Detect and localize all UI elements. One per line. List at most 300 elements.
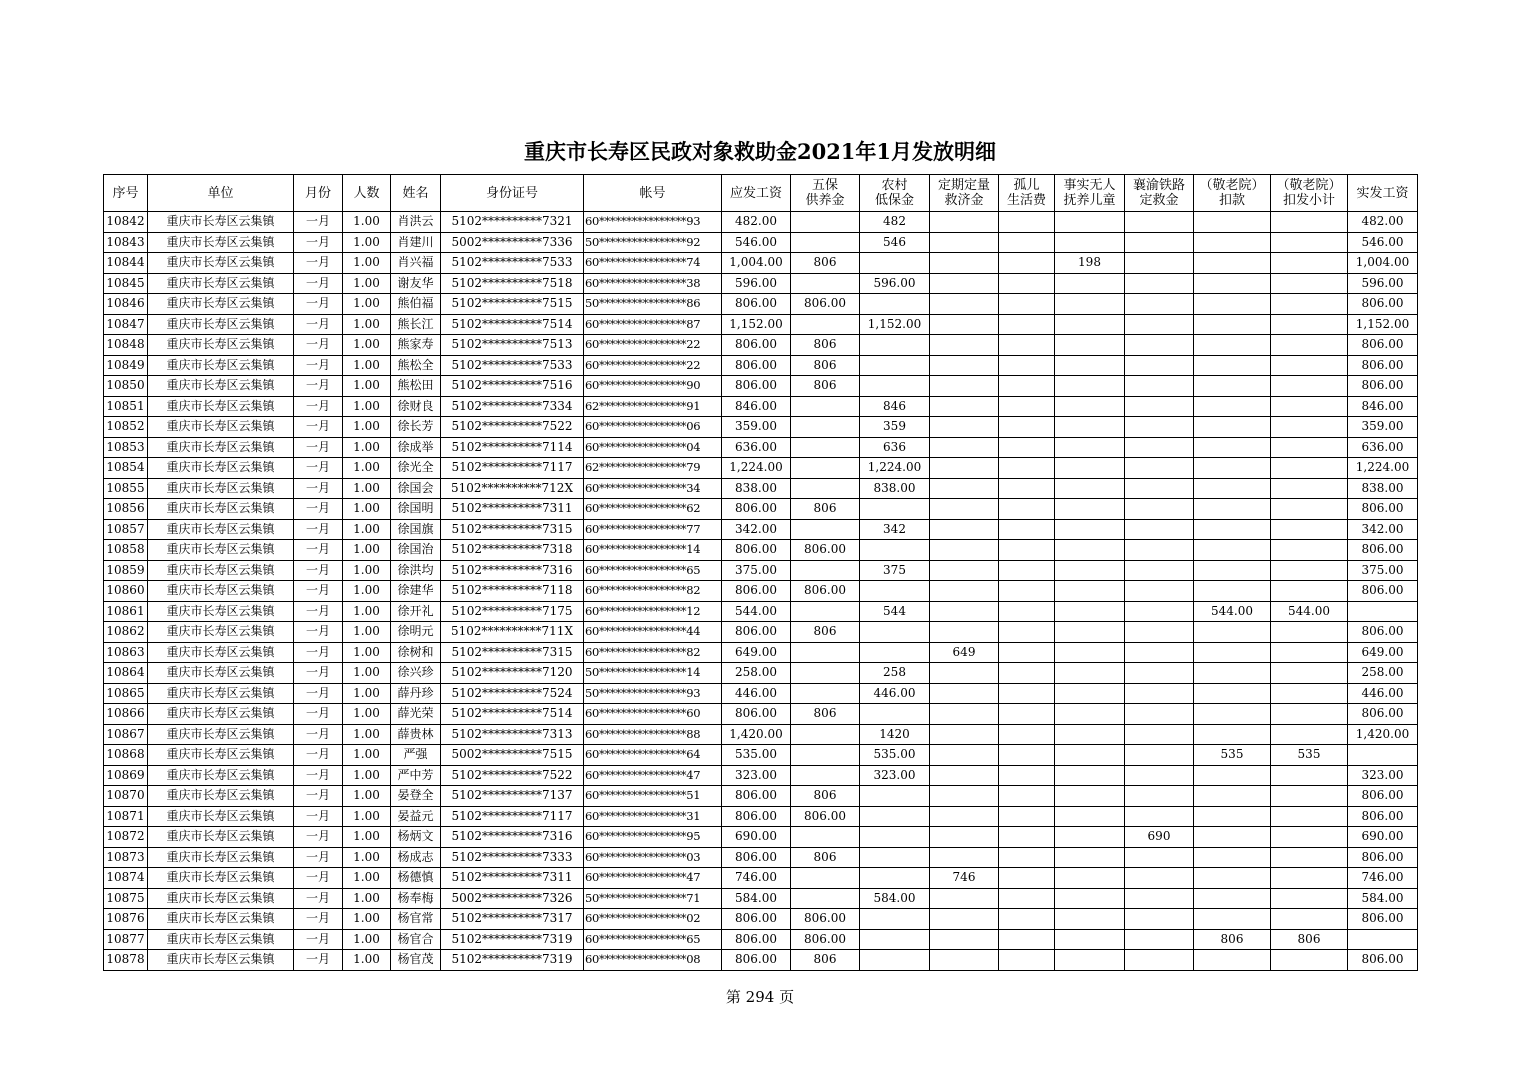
cell-unit: 重庆市长寿区云集镇 xyxy=(148,437,294,458)
cell-dingqi xyxy=(930,601,999,622)
cell-orphan xyxy=(999,642,1055,663)
cell-wubao xyxy=(791,212,860,233)
cell-dibao xyxy=(860,376,930,397)
cell-unit: 重庆市长寿区云集镇 xyxy=(148,396,294,417)
cell-count: 1.00 xyxy=(343,417,391,438)
table-row xyxy=(104,253,1418,274)
cell-seq: 10845 xyxy=(104,273,148,294)
cell-dingqi xyxy=(930,929,999,950)
cell-unattended-child xyxy=(1055,376,1125,397)
cell-dibao xyxy=(860,642,930,663)
cell-account: 60****************22 xyxy=(584,335,722,356)
cell-dingqi xyxy=(930,950,999,971)
cell-dibao: 446.00 xyxy=(860,683,930,704)
cell-net-pay: 546.00 xyxy=(1348,232,1418,253)
cell-month: 一月 xyxy=(294,683,343,704)
cell-nursing-subtotal xyxy=(1271,458,1348,479)
cell-account: 60****************82 xyxy=(584,581,722,602)
cell-dingqi xyxy=(930,478,999,499)
cell-unattended-child xyxy=(1055,458,1125,479)
cell-gross-pay: 535.00 xyxy=(722,745,791,766)
cell-month: 一月 xyxy=(294,847,343,868)
cell-count: 1.00 xyxy=(343,601,391,622)
cell-nursing-subtotal xyxy=(1271,724,1348,745)
cell-dibao: 636 xyxy=(860,437,930,458)
cell-nursing-subtotal xyxy=(1271,642,1348,663)
cell-count: 1.00 xyxy=(343,540,391,561)
cell-account: 60****************62 xyxy=(584,499,722,520)
cell-seq: 10850 xyxy=(104,376,148,397)
cell-count: 1.00 xyxy=(343,745,391,766)
cell-gross-pay: 806.00 xyxy=(722,540,791,561)
cell-unattended-child xyxy=(1055,950,1125,971)
cell-net-pay: 1,004.00 xyxy=(1348,253,1418,274)
cell-xiangyu-railway xyxy=(1125,540,1194,561)
cell-xiangyu-railway xyxy=(1125,601,1194,622)
cell-wubao xyxy=(791,868,860,889)
cell-nursing-deduct xyxy=(1194,478,1271,499)
table-row xyxy=(104,519,1418,540)
cell-gross-pay: 806.00 xyxy=(722,704,791,725)
column-header-wubao: 五保 供养金 xyxy=(791,175,860,212)
cell-count: 1.00 xyxy=(343,232,391,253)
cell-unattended-child xyxy=(1055,642,1125,663)
cell-orphan xyxy=(999,273,1055,294)
cell-seq: 10858 xyxy=(104,540,148,561)
cell-dingqi xyxy=(930,314,999,335)
cell-name: 肖建川 xyxy=(391,232,441,253)
cell-unit: 重庆市长寿区云集镇 xyxy=(148,560,294,581)
cell-xiangyu-railway xyxy=(1125,314,1194,335)
cell-orphan xyxy=(999,355,1055,376)
cell-seq: 10847 xyxy=(104,314,148,335)
cell-nursing-deduct xyxy=(1194,663,1271,684)
cell-nursing-subtotal: 544.00 xyxy=(1271,601,1348,622)
cell-count: 1.00 xyxy=(343,786,391,807)
cell-month: 一月 xyxy=(294,519,343,540)
cell-count: 1.00 xyxy=(343,888,391,909)
cell-count: 1.00 xyxy=(343,929,391,950)
cell-nursing-subtotal xyxy=(1271,437,1348,458)
cell-nursing-deduct xyxy=(1194,581,1271,602)
cell-id-number: 5102**********7313 xyxy=(441,724,584,745)
cell-id-number: 5102**********7514 xyxy=(441,314,584,335)
column-header-seq: 序号 xyxy=(104,175,148,212)
cell-count: 1.00 xyxy=(343,704,391,725)
cell-account: 60****************77 xyxy=(584,519,722,540)
cell-nursing-deduct xyxy=(1194,335,1271,356)
cell-dibao: 342 xyxy=(860,519,930,540)
cell-unit: 重庆市长寿区云集镇 xyxy=(148,273,294,294)
cell-orphan xyxy=(999,335,1055,356)
cell-seq: 10843 xyxy=(104,232,148,253)
cell-nursing-subtotal xyxy=(1271,314,1348,335)
cell-net-pay: 323.00 xyxy=(1348,765,1418,786)
cell-unattended-child xyxy=(1055,560,1125,581)
cell-orphan xyxy=(999,212,1055,233)
cell-gross-pay: 342.00 xyxy=(722,519,791,540)
cell-net-pay xyxy=(1348,745,1418,766)
cell-seq: 10868 xyxy=(104,745,148,766)
cell-unit: 重庆市长寿区云集镇 xyxy=(148,458,294,479)
cell-unit: 重庆市长寿区云集镇 xyxy=(148,478,294,499)
cell-dingqi xyxy=(930,806,999,827)
cell-xiangyu-railway xyxy=(1125,499,1194,520)
cell-unattended-child xyxy=(1055,499,1125,520)
cell-nursing-subtotal xyxy=(1271,232,1348,253)
cell-dingqi xyxy=(930,212,999,233)
cell-unattended-child xyxy=(1055,314,1125,335)
cell-wubao: 806 xyxy=(791,622,860,643)
cell-dingqi xyxy=(930,519,999,540)
cell-net-pay: 806.00 xyxy=(1348,376,1418,397)
cell-seq: 10861 xyxy=(104,601,148,622)
cell-dibao: 546 xyxy=(860,232,930,253)
cell-nursing-deduct xyxy=(1194,683,1271,704)
cell-gross-pay: 258.00 xyxy=(722,663,791,684)
cell-orphan xyxy=(999,745,1055,766)
cell-wubao: 806.00 xyxy=(791,806,860,827)
cell-account: 60****************47 xyxy=(584,765,722,786)
cell-count: 1.00 xyxy=(343,663,391,684)
cell-name: 徐兴珍 xyxy=(391,663,441,684)
cell-dibao xyxy=(860,581,930,602)
cell-xiangyu-railway xyxy=(1125,417,1194,438)
cell-xiangyu-railway xyxy=(1125,663,1194,684)
cell-gross-pay: 1,152.00 xyxy=(722,314,791,335)
cell-seq: 10871 xyxy=(104,806,148,827)
cell-name: 徐明元 xyxy=(391,622,441,643)
cell-id-number: 5102**********7311 xyxy=(441,868,584,889)
cell-month: 一月 xyxy=(294,273,343,294)
table-row xyxy=(104,458,1418,479)
cell-account: 60****************44 xyxy=(584,622,722,643)
column-header-nursing-subtotal: （敬老院） 扣发小计 xyxy=(1271,175,1348,212)
cell-seq: 10876 xyxy=(104,909,148,930)
cell-account: 60****************74 xyxy=(584,253,722,274)
cell-unattended-child xyxy=(1055,581,1125,602)
cell-net-pay: 596.00 xyxy=(1348,273,1418,294)
cell-nursing-deduct xyxy=(1194,437,1271,458)
cell-month: 一月 xyxy=(294,499,343,520)
cell-xiangyu-railway xyxy=(1125,212,1194,233)
cell-wubao: 806 xyxy=(791,355,860,376)
cell-xiangyu-railway xyxy=(1125,642,1194,663)
cell-wubao xyxy=(791,683,860,704)
cell-nursing-subtotal xyxy=(1271,396,1348,417)
cell-gross-pay: 806.00 xyxy=(722,622,791,643)
cell-xiangyu-railway xyxy=(1125,253,1194,274)
cell-dingqi xyxy=(930,724,999,745)
cell-id-number: 5102**********7522 xyxy=(441,417,584,438)
cell-unit: 重庆市长寿区云集镇 xyxy=(148,601,294,622)
cell-nursing-deduct xyxy=(1194,458,1271,479)
cell-gross-pay: 806.00 xyxy=(722,950,791,971)
cell-wubao: 806 xyxy=(791,499,860,520)
cell-unattended-child xyxy=(1055,704,1125,725)
cell-count: 1.00 xyxy=(343,560,391,581)
cell-seq: 10848 xyxy=(104,335,148,356)
table-row xyxy=(104,704,1418,725)
cell-unattended-child xyxy=(1055,519,1125,540)
cell-dingqi xyxy=(930,581,999,602)
table-row xyxy=(104,540,1418,561)
cell-month: 一月 xyxy=(294,704,343,725)
cell-dingqi xyxy=(930,396,999,417)
cell-month: 一月 xyxy=(294,622,343,643)
cell-dingqi xyxy=(930,827,999,848)
cell-dibao: 323.00 xyxy=(860,765,930,786)
cell-dingqi xyxy=(930,294,999,315)
cell-unit: 重庆市长寿区云集镇 xyxy=(148,704,294,725)
cell-nursing-subtotal xyxy=(1271,294,1348,315)
cell-unit: 重庆市长寿区云集镇 xyxy=(148,232,294,253)
table-row xyxy=(104,827,1418,848)
cell-count: 1.00 xyxy=(343,765,391,786)
cell-dibao: 1420 xyxy=(860,724,930,745)
cell-seq: 10857 xyxy=(104,519,148,540)
cell-seq: 10863 xyxy=(104,642,148,663)
cell-name: 徐洪均 xyxy=(391,560,441,581)
cell-dibao xyxy=(860,335,930,356)
cell-unattended-child xyxy=(1055,478,1125,499)
cell-nursing-deduct xyxy=(1194,376,1271,397)
cell-count: 1.00 xyxy=(343,868,391,889)
cell-id-number: 5002**********7326 xyxy=(441,888,584,909)
cell-wubao xyxy=(791,663,860,684)
cell-wubao: 806 xyxy=(791,376,860,397)
cell-nursing-deduct xyxy=(1194,909,1271,930)
cell-orphan xyxy=(999,724,1055,745)
cell-name: 徐国治 xyxy=(391,540,441,561)
cell-count: 1.00 xyxy=(343,437,391,458)
cell-gross-pay: 649.00 xyxy=(722,642,791,663)
cell-month: 一月 xyxy=(294,355,343,376)
cell-nursing-subtotal xyxy=(1271,499,1348,520)
cell-orphan xyxy=(999,601,1055,622)
cell-net-pay: 806.00 xyxy=(1348,499,1418,520)
table-row xyxy=(104,581,1418,602)
cell-net-pay: 806.00 xyxy=(1348,786,1418,807)
cell-month: 一月 xyxy=(294,745,343,766)
cell-unit: 重庆市长寿区云集镇 xyxy=(148,499,294,520)
cell-gross-pay: 806.00 xyxy=(722,909,791,930)
cell-nursing-subtotal xyxy=(1271,847,1348,868)
cell-nursing-subtotal xyxy=(1271,622,1348,643)
cell-nursing-deduct xyxy=(1194,273,1271,294)
cell-id-number: 5102**********7319 xyxy=(441,929,584,950)
cell-month: 一月 xyxy=(294,724,343,745)
cell-count: 1.00 xyxy=(343,273,391,294)
cell-wubao: 806.00 xyxy=(791,540,860,561)
cell-dibao xyxy=(860,499,930,520)
cell-seq: 10877 xyxy=(104,929,148,950)
cell-nursing-deduct xyxy=(1194,847,1271,868)
cell-month: 一月 xyxy=(294,786,343,807)
cell-wubao xyxy=(791,724,860,745)
cell-unit: 重庆市长寿区云集镇 xyxy=(148,950,294,971)
cell-net-pay xyxy=(1348,601,1418,622)
cell-seq: 10872 xyxy=(104,827,148,848)
cell-name: 严中芳 xyxy=(391,765,441,786)
cell-xiangyu-railway xyxy=(1125,745,1194,766)
cell-unattended-child xyxy=(1055,765,1125,786)
cell-unattended-child xyxy=(1055,335,1125,356)
cell-account: 60****************12 xyxy=(584,601,722,622)
cell-account: 60****************95 xyxy=(584,827,722,848)
cell-dibao: 838.00 xyxy=(860,478,930,499)
cell-orphan xyxy=(999,581,1055,602)
cell-unit: 重庆市长寿区云集镇 xyxy=(148,847,294,868)
cell-nursing-deduct xyxy=(1194,950,1271,971)
table-row xyxy=(104,437,1418,458)
cell-nursing-subtotal xyxy=(1271,683,1348,704)
cell-net-pay: 846.00 xyxy=(1348,396,1418,417)
cell-unattended-child xyxy=(1055,827,1125,848)
cell-nursing-subtotal xyxy=(1271,335,1348,356)
cell-seq: 10873 xyxy=(104,847,148,868)
cell-wubao xyxy=(791,827,860,848)
cell-orphan xyxy=(999,663,1055,684)
cell-xiangyu-railway xyxy=(1125,376,1194,397)
cell-wubao xyxy=(791,560,860,581)
cell-net-pay xyxy=(1348,929,1418,950)
cell-account: 60****************51 xyxy=(584,786,722,807)
cell-net-pay: 806.00 xyxy=(1348,622,1418,643)
cell-nursing-deduct xyxy=(1194,294,1271,315)
cell-account: 50****************93 xyxy=(584,683,722,704)
cell-id-number: 5102**********7533 xyxy=(441,355,584,376)
cell-name: 徐国旗 xyxy=(391,519,441,540)
column-header-count: 人数 xyxy=(343,175,391,212)
cell-nursing-subtotal xyxy=(1271,212,1348,233)
cell-seq: 10856 xyxy=(104,499,148,520)
cell-dingqi xyxy=(930,786,999,807)
cell-account: 60****************04 xyxy=(584,437,722,458)
cell-month: 一月 xyxy=(294,458,343,479)
table-row xyxy=(104,417,1418,438)
cell-gross-pay: 806.00 xyxy=(722,929,791,950)
cell-month: 一月 xyxy=(294,642,343,663)
cell-wubao: 806 xyxy=(791,704,860,725)
cell-unattended-child xyxy=(1055,929,1125,950)
cell-dibao: 596.00 xyxy=(860,273,930,294)
cell-dibao xyxy=(860,806,930,827)
cell-dingqi xyxy=(930,765,999,786)
cell-month: 一月 xyxy=(294,540,343,561)
table-row xyxy=(104,786,1418,807)
cell-dibao xyxy=(860,847,930,868)
cell-unattended-child xyxy=(1055,212,1125,233)
cell-gross-pay: 323.00 xyxy=(722,765,791,786)
column-header-unattended-child: 事实无人 抚养儿童 xyxy=(1055,175,1125,212)
cell-month: 一月 xyxy=(294,663,343,684)
cell-unit: 重庆市长寿区云集镇 xyxy=(148,642,294,663)
cell-wubao xyxy=(791,519,860,540)
cell-net-pay: 1,152.00 xyxy=(1348,314,1418,335)
cell-orphan xyxy=(999,786,1055,807)
cell-wubao xyxy=(791,417,860,438)
cell-orphan xyxy=(999,806,1055,827)
cell-seq: 10875 xyxy=(104,888,148,909)
cell-nursing-deduct xyxy=(1194,724,1271,745)
cell-month: 一月 xyxy=(294,417,343,438)
cell-gross-pay: 806.00 xyxy=(722,847,791,868)
cell-wubao: 806 xyxy=(791,253,860,274)
cell-orphan xyxy=(999,929,1055,950)
cell-unit: 重庆市长寿区云集镇 xyxy=(148,765,294,786)
cell-dingqi: 746 xyxy=(930,868,999,889)
table-row xyxy=(104,909,1418,930)
page-title: 重庆市长寿区民政对象救助金2021年1月发放明细 xyxy=(523,139,997,164)
cell-count: 1.00 xyxy=(343,376,391,397)
cell-orphan xyxy=(999,232,1055,253)
cell-gross-pay: 806.00 xyxy=(722,806,791,827)
cell-net-pay: 690.00 xyxy=(1348,827,1418,848)
cell-name: 徐成举 xyxy=(391,437,441,458)
cell-name: 杨成志 xyxy=(391,847,441,868)
cell-name: 徐长芳 xyxy=(391,417,441,438)
table-row xyxy=(104,335,1418,356)
cell-net-pay: 806.00 xyxy=(1348,581,1418,602)
cell-orphan xyxy=(999,909,1055,930)
cell-xiangyu-railway xyxy=(1125,519,1194,540)
cell-nursing-subtotal: 535 xyxy=(1271,745,1348,766)
cell-net-pay: 649.00 xyxy=(1348,642,1418,663)
cell-net-pay: 746.00 xyxy=(1348,868,1418,889)
cell-month: 一月 xyxy=(294,478,343,499)
cell-nursing-subtotal xyxy=(1271,765,1348,786)
table-row xyxy=(104,396,1418,417)
cell-name: 杨官合 xyxy=(391,929,441,950)
cell-account: 60****************02 xyxy=(584,909,722,930)
cell-name: 杨官茂 xyxy=(391,950,441,971)
table-row xyxy=(104,847,1418,868)
cell-dibao xyxy=(860,253,930,274)
cell-dingqi: 649 xyxy=(930,642,999,663)
cell-id-number: 5102**********7316 xyxy=(441,827,584,848)
cell-orphan xyxy=(999,519,1055,540)
cell-month: 一月 xyxy=(294,765,343,786)
cell-name: 严强 xyxy=(391,745,441,766)
cell-name: 杨官常 xyxy=(391,909,441,930)
cell-nursing-deduct xyxy=(1194,622,1271,643)
cell-seq: 10852 xyxy=(104,417,148,438)
cell-unit: 重庆市长寿区云集镇 xyxy=(148,786,294,807)
cell-xiangyu-railway xyxy=(1125,458,1194,479)
cell-seq: 10878 xyxy=(104,950,148,971)
cell-xiangyu-railway xyxy=(1125,929,1194,950)
cell-unattended-child xyxy=(1055,396,1125,417)
table-row xyxy=(104,601,1418,622)
cell-seq: 10853 xyxy=(104,437,148,458)
cell-month: 一月 xyxy=(294,253,343,274)
cell-id-number: 5102**********7522 xyxy=(441,765,584,786)
cell-id-number: 5102**********7515 xyxy=(441,294,584,315)
cell-seq: 10844 xyxy=(104,253,148,274)
cell-gross-pay: 1,224.00 xyxy=(722,458,791,479)
cell-account: 60****************08 xyxy=(584,950,722,971)
cell-nursing-subtotal xyxy=(1271,806,1348,827)
cell-unattended-child xyxy=(1055,437,1125,458)
cell-nursing-deduct: 806 xyxy=(1194,929,1271,950)
cell-month: 一月 xyxy=(294,581,343,602)
cell-gross-pay: 806.00 xyxy=(722,335,791,356)
cell-dingqi xyxy=(930,355,999,376)
cell-gross-pay: 806.00 xyxy=(722,294,791,315)
table-row xyxy=(104,355,1418,376)
cell-gross-pay: 690.00 xyxy=(722,827,791,848)
